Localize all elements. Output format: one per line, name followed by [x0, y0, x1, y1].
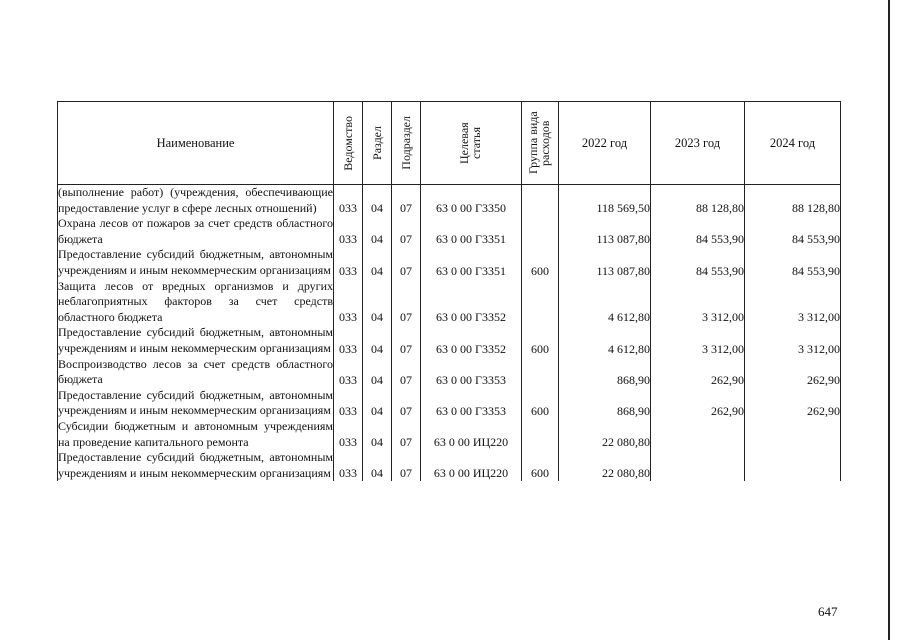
- cell-expense-group: [522, 279, 559, 326]
- cell-subsection: 07: [392, 247, 421, 278]
- table-row: [58, 450, 841, 481]
- cell-value-2023: [651, 419, 745, 450]
- header-expense-group-text: Группа вида расходов: [526, 111, 552, 175]
- cell-subsection: 07: [392, 357, 421, 388]
- cell-target-article: 63 0 00 Г3353: [421, 388, 522, 419]
- cell-subsection: 07: [392, 216, 421, 247]
- cell-name: Предоставление субсидий бюджетным, автономным учреждениям и иным некоммерческим организациям: [58, 325, 333, 355]
- header-expense-group: [522, 102, 559, 185]
- cell-section: 04: [363, 388, 392, 419]
- header-name: Наименование: [58, 102, 334, 185]
- cell-value-2024: [745, 450, 841, 481]
- cell-dept: 033: [334, 388, 363, 419]
- cell-value-2024: 84 553,90: [745, 247, 841, 278]
- cell-value-2024: 262,90: [745, 388, 841, 419]
- header-2024: 2024 год: [745, 102, 841, 185]
- cell-value-2023: 84 553,90: [651, 216, 745, 247]
- table-row: [58, 357, 841, 388]
- header-section: [363, 102, 392, 185]
- cell-target-article: 63 0 00 Г3352: [421, 279, 522, 326]
- cell-value-2023: 84 553,90: [651, 247, 745, 278]
- header-dept-text: Ведомство: [341, 115, 355, 171]
- cell-target-article: 63 0 00 Г3351: [421, 247, 522, 278]
- header-subsection: [392, 102, 421, 185]
- cell-value-2022: 22 080,80: [559, 450, 651, 481]
- cell-expense-group: [522, 185, 559, 217]
- cell-name: Предоставление субсидий бюджетным, автономным учреждениям и иным некоммерческим организациям: [58, 387, 333, 418]
- cell-value-2022: 4 612,80: [559, 279, 651, 326]
- cell-target-article: 63 0 00 Г3350: [421, 185, 522, 217]
- cell-subsection: 07: [392, 419, 421, 450]
- cell-subsection: 07: [392, 388, 421, 419]
- cell-value-2022: 113 087,80: [559, 216, 651, 247]
- cell-name: Субсидии бюджетным и автономным учреждениям на проведение капитального ремонта: [58, 418, 333, 449]
- cell-dept: 033: [334, 247, 363, 278]
- cell-subsection: 07: [392, 450, 421, 481]
- cell-expense-group: [522, 216, 559, 247]
- table-row: [58, 388, 841, 419]
- table-row: [58, 325, 841, 356]
- cell-section: 04: [363, 325, 392, 356]
- cell-value-2024: 84 553,90: [745, 216, 841, 247]
- cell-target-article: 63 0 00 ИЦ220: [421, 450, 522, 481]
- table-row: [58, 185, 841, 217]
- table-body: [58, 185, 841, 482]
- cell-expense-group: 600: [522, 247, 559, 278]
- cell-value-2022: 118 569,50: [559, 185, 651, 217]
- cell-section: 04: [363, 419, 392, 450]
- cell-section: 04: [363, 357, 392, 388]
- cell-value-2023: 262,90: [651, 388, 745, 419]
- cell-subsection: 07: [392, 279, 421, 326]
- cell-name: Предоставление субсидий бюджетным, автономным учреждениям и иным некоммерческим организациям: [58, 450, 333, 480]
- cell-value-2024: [745, 419, 841, 450]
- cell-expense-group: 600: [522, 450, 559, 481]
- header-target-article: [421, 102, 522, 185]
- cell-value-2024: 88 128,80: [745, 185, 841, 217]
- page-number: 647: [818, 604, 838, 619]
- cell-name: Воспроизводство лесов за счет средств областного бюджета: [58, 356, 333, 387]
- cell-dept: 033: [334, 357, 363, 388]
- cell-name: Предоставление субсидий бюджетным, автономным учреждениям и иным некоммерческим организациям: [58, 247, 333, 277]
- cell-value-2022: 113 087,80: [559, 247, 651, 278]
- cell-value-2022: 4 612,80: [559, 325, 651, 356]
- cell-value-2022: 868,90: [559, 388, 651, 419]
- page-edge-line: [888, 0, 890, 640]
- cell-name: Защита лесов от вредных организмов и других неблагоприятных факторов за счет средств областного бюджета: [58, 278, 333, 324]
- cell-dept: 033: [334, 185, 363, 217]
- cell-section: 04: [363, 247, 392, 278]
- budget-table: [57, 101, 841, 481]
- cell-value-2023: 88 128,80: [651, 185, 745, 217]
- cell-section: 04: [363, 279, 392, 326]
- cell-section: 04: [363, 450, 392, 481]
- cell-target-article: 63 0 00 ИЦ220: [421, 419, 522, 450]
- table-row: [58, 216, 841, 247]
- cell-name: (выполнение работ) (учреждения, обеспечивающие предоставление услуг в сфере лесных отношений): [58, 185, 333, 215]
- cell-value-2024: 3 312,00: [745, 325, 841, 356]
- cell-value-2023: 262,90: [651, 357, 745, 388]
- header-section-text: Раздел: [370, 126, 384, 160]
- cell-section: 04: [363, 185, 392, 217]
- cell-expense-group: 600: [522, 325, 559, 356]
- cell-dept: 033: [334, 216, 363, 247]
- cell-expense-group: 600: [522, 388, 559, 419]
- cell-value-2023: 3 312,00: [651, 279, 745, 326]
- cell-target-article: 63 0 00 Г3351: [421, 216, 522, 247]
- cell-target-article: 63 0 00 Г3353: [421, 357, 522, 388]
- cell-value-2024: 262,90: [745, 357, 841, 388]
- header-subsection-text: Подраздел: [399, 116, 413, 170]
- cell-target-article: 63 0 00 Г3352: [421, 325, 522, 356]
- header-target-article-text: Целевая статья: [457, 122, 483, 164]
- cell-expense-group: [522, 419, 559, 450]
- cell-value-2023: 3 312,00: [651, 325, 745, 356]
- cell-expense-group: [522, 357, 559, 388]
- cell-dept: 033: [334, 279, 363, 326]
- cell-value-2022: 22 080,80: [559, 419, 651, 450]
- header-row: [58, 102, 841, 185]
- cell-section: 04: [363, 216, 392, 247]
- table-row: [58, 419, 841, 450]
- table-row: [58, 279, 841, 326]
- cell-value-2023: [651, 450, 745, 481]
- cell-dept: 033: [334, 450, 363, 481]
- cell-subsection: 07: [392, 185, 421, 217]
- cell-dept: 033: [334, 419, 363, 450]
- header-2022: 2022 год: [559, 102, 651, 185]
- cell-dept: 033: [334, 325, 363, 356]
- cell-value-2022: 868,90: [559, 357, 651, 388]
- table-row: [58, 247, 841, 278]
- header-2023: 2023 год: [651, 102, 745, 185]
- cell-name: Охрана лесов от пожаров за счет средств областного бюджета: [58, 216, 333, 246]
- header-dept: [334, 102, 363, 185]
- cell-subsection: 07: [392, 325, 421, 356]
- cell-value-2024: 3 312,00: [745, 279, 841, 326]
